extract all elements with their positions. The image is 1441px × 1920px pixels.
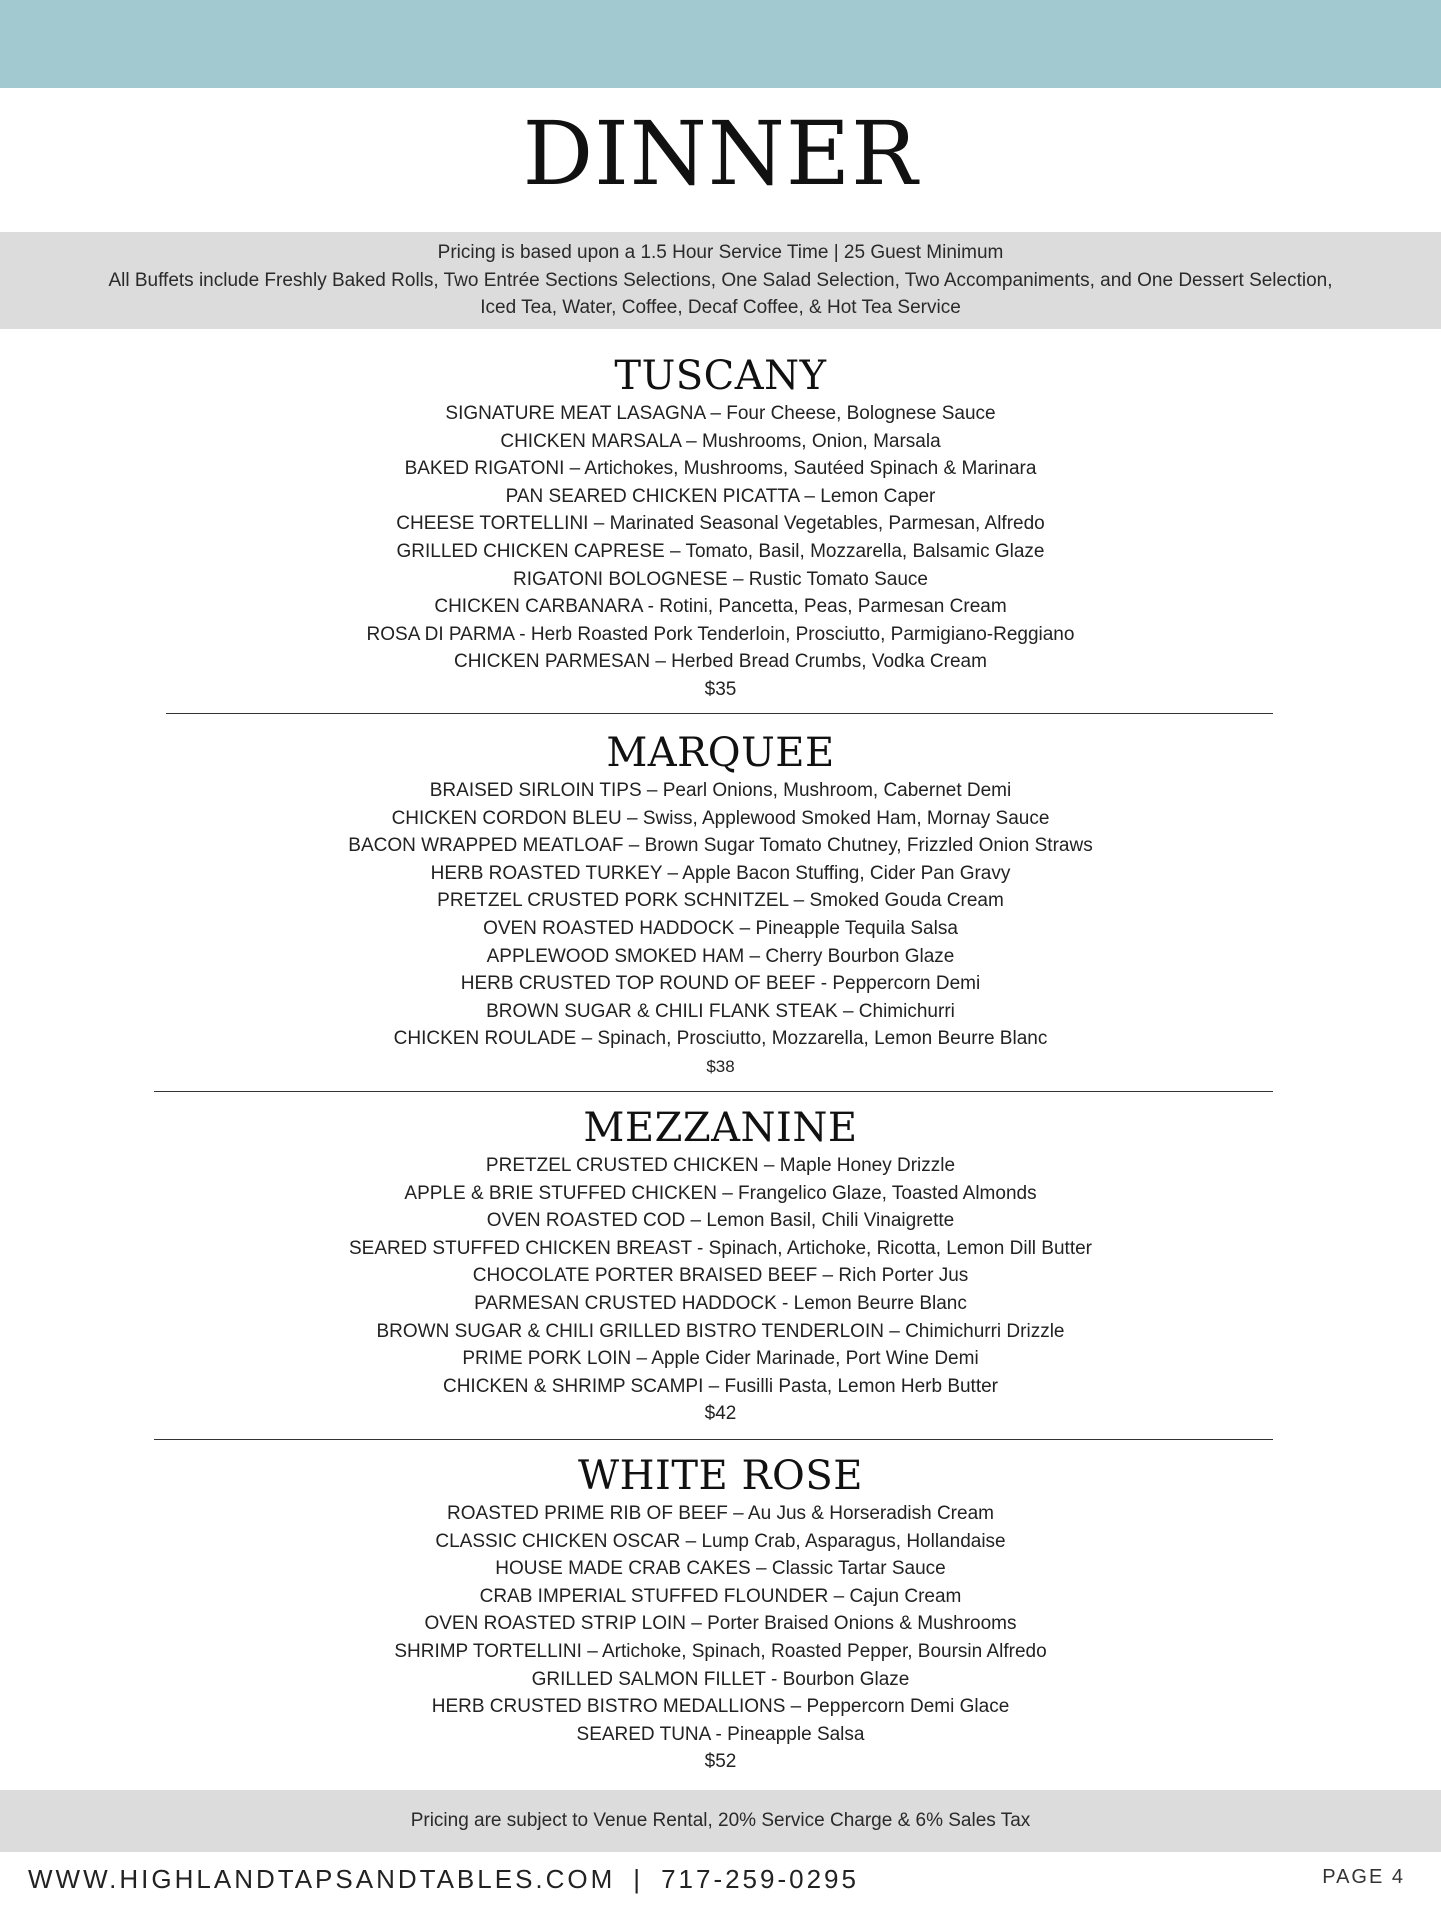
menu-section-marquee — [0, 729, 1441, 1080]
section-title: WHITE ROSE — [578, 1453, 863, 1499]
menu-item: CHICKEN & SHRIMP SCAMPI – Fusilli Pasta, Lemon Herb Butter — [442, 1375, 999, 1397]
menu-item: CHICKEN CORDON BLEU – Swiss, Applewood Smoked Ham, Mornay Sauce — [391, 807, 1050, 829]
menu-item: CHICKEN ROULADE – Spinach, Prosciutto, Mozzarella, Lemon Beurre Blanc — [393, 1028, 1048, 1050]
menu-section-tuscany — [0, 352, 1441, 703]
section-divider — [154, 1091, 1273, 1092]
page-number: PAGE 4 — [1322, 1866, 1405, 1888]
menu-item: BROWN SUGAR & CHILI FLANK STEAK – Chimichurri — [486, 1000, 955, 1022]
section-price: $42 — [704, 1403, 737, 1425]
top-color-band — [0, 0, 1441, 88]
menu-item: CHICKEN MARSALA – Mushrooms, Onion, Marsala — [500, 430, 941, 452]
menu-item: PRETZEL CRUSTED CHICKEN – Maple Honey Drizzle — [485, 1155, 956, 1176]
menu-item: PAN SEARED CHICKEN PICATTA – Lemon Caper — [505, 485, 936, 507]
menu-item: CHOCOLATE PORTER BRAISED BEEF – Rich Porter Jus — [472, 1265, 969, 1287]
page-title: DINNER — [522, 102, 919, 205]
menu-item: HERB CRUSTED TOP ROUND OF BEEF - Peppercorn Demi — [460, 973, 981, 995]
menu-item: OVEN ROASTED COD – Lemon Basil, Chili Vinaigrette — [486, 1210, 955, 1232]
menu-item: BACON WRAPPED MEATLOAF – Brown Sugar Tomato Chutney, Frizzled Onion Straws — [348, 835, 1093, 857]
menu-item: BROWN SUGAR & CHILI GRILLED BISTRO TENDERLOIN – Chimichurri Drizzle — [376, 1320, 1065, 1342]
menu-item: APPLE & BRIE STUFFED CHICKEN – Frangelico Glaze, Toasted Almonds — [404, 1182, 1037, 1204]
menu-item: BRAISED SIRLOIN TIPS – Pearl Onions, Mushroom, Cabernet Demi — [429, 780, 1012, 801]
pricing-note-band — [0, 1790, 1441, 1852]
menu-item: HERB ROASTED TURKEY – Apple Bacon Stuffing, Cider Pan Gravy — [430, 862, 1011, 884]
contact-line — [28, 1864, 859, 1895]
menu-item: SIGNATURE MEAT LASAGNA – Four Cheese, Bolognese Sauce — [445, 403, 996, 424]
pricing-info-band — [0, 232, 1441, 329]
menu-item: APPLEWOOD SMOKED HAM – Cherry Bourbon Glaze — [486, 945, 955, 967]
section-title: MARQUEE — [606, 730, 835, 776]
menu-item: SHRIMP TORTELLINI – Artichoke, Spinach, Roasted Pepper, Boursin Alfredo — [394, 1640, 1047, 1662]
menu-item: BAKED RIGATONI – Artichokes, Mushrooms, Sautéed Spinach & Marinara — [404, 458, 1037, 480]
menu-item: CLASSIC CHICKEN OSCAR – Lump Crab, Asparagus, Hollandaise — [435, 1530, 1006, 1552]
menu-item: HOUSE MADE CRAB CAKES – Classic Tartar Sauce — [495, 1558, 946, 1580]
menu-item: CRAB IMPERIAL STUFFED FLOUNDER – Cajun Cream — [479, 1585, 962, 1607]
menu-item: CHICKEN CARBANARA - Rotini, Pancetta, Peas, Parmesan Cream — [434, 596, 1007, 618]
phone-number[interactable]: 717-259-0295 — [661, 1864, 859, 1894]
menu-item: GRILLED SALMON FILLET - Bourbon Glaze — [531, 1668, 910, 1690]
menu-item: PRIME PORK LOIN – Apple Cider Marinade, Port Wine Demi — [462, 1348, 979, 1370]
section-price: $35 — [704, 678, 737, 700]
menu-item-list — [0, 777, 1441, 1053]
menu-item: HERB CRUSTED BISTRO MEDALLIONS – Peppercorn Demi Glace — [431, 1696, 1010, 1718]
info-line: Iced Tea, Water, Coffee, Decaf Coffee, & Hot Tea Service — [480, 297, 961, 319]
menu-item: SEARED TUNA - Pineapple Salsa — [576, 1723, 865, 1745]
menu-item: PRETZEL CRUSTED PORK SCHNITZEL – Smoked Gouda Cream — [437, 890, 1004, 912]
menu-item: SEARED STUFFED CHICKEN BREAST - Spinach, Artichoke, Ricotta, Lemon Dill Butter — [349, 1237, 1092, 1259]
section-divider — [154, 1439, 1273, 1440]
section-divider — [166, 713, 1273, 714]
menu-item: CHICKEN PARMESAN – Herbed Bread Crumbs, Vodka Cream — [454, 651, 987, 673]
menu-item-list — [0, 1152, 1441, 1400]
website-link[interactable]: WWW.HIGHLANDTAPSANDTABLES.COM — [28, 1864, 616, 1894]
menu-item: PARMESAN CRUSTED HADDOCK - Lemon Beurre Blanc — [474, 1292, 967, 1314]
menu-item: OVEN ROASTED HADDOCK – Pineapple Tequila Salsa — [483, 917, 958, 939]
contact-separator: | — [633, 1864, 644, 1894]
info-line: All Buffets include Freshly Baked Rolls, Two Entrée Sections Selections, One Salad Selection, Two Accompaniments, and One Dessert Selection, — [108, 269, 1333, 291]
menu-section-mezzanine — [0, 1104, 1441, 1427]
menu-section-white-rose — [0, 1452, 1441, 1775]
menu-item: RIGATONI BOLOGNESE – Rustic Tomato Sauce — [513, 568, 928, 590]
menu-item: OVEN ROASTED STRIP LOIN – Porter Braised Onions & Mushrooms — [424, 1613, 1017, 1635]
menu-item: CHEESE TORTELLINI – Marinated Seasonal Vegetables, Parmesan, Alfredo — [396, 513, 1045, 535]
section-title: TUSCANY — [614, 353, 827, 399]
menu-item: ROSA DI PARMA - Herb Roasted Pork Tenderloin, Prosciutto, Parmigiano-Reggiano — [366, 623, 1075, 645]
section-price: $38 — [706, 1056, 735, 1076]
pricing-note: Pricing are subject to Venue Rental, 20% Service Charge & 6% Sales Tax — [410, 1810, 1031, 1831]
section-price: $52 — [704, 1751, 737, 1773]
section-title: MEZZANINE — [583, 1105, 858, 1151]
menu-item-list — [0, 1500, 1441, 1748]
menu-item: ROASTED PRIME RIB OF BEEF – Au Jus & Horseradish Cream — [447, 1503, 994, 1524]
menu-item: GRILLED CHICKEN CAPRESE – Tomato, Basil, Mozzarella, Balsamic Glaze — [396, 540, 1045, 562]
info-line: Pricing is based upon a 1.5 Hour Service Time | 25 Guest Minimum — [437, 242, 1004, 264]
menu-item-list — [0, 400, 1441, 676]
